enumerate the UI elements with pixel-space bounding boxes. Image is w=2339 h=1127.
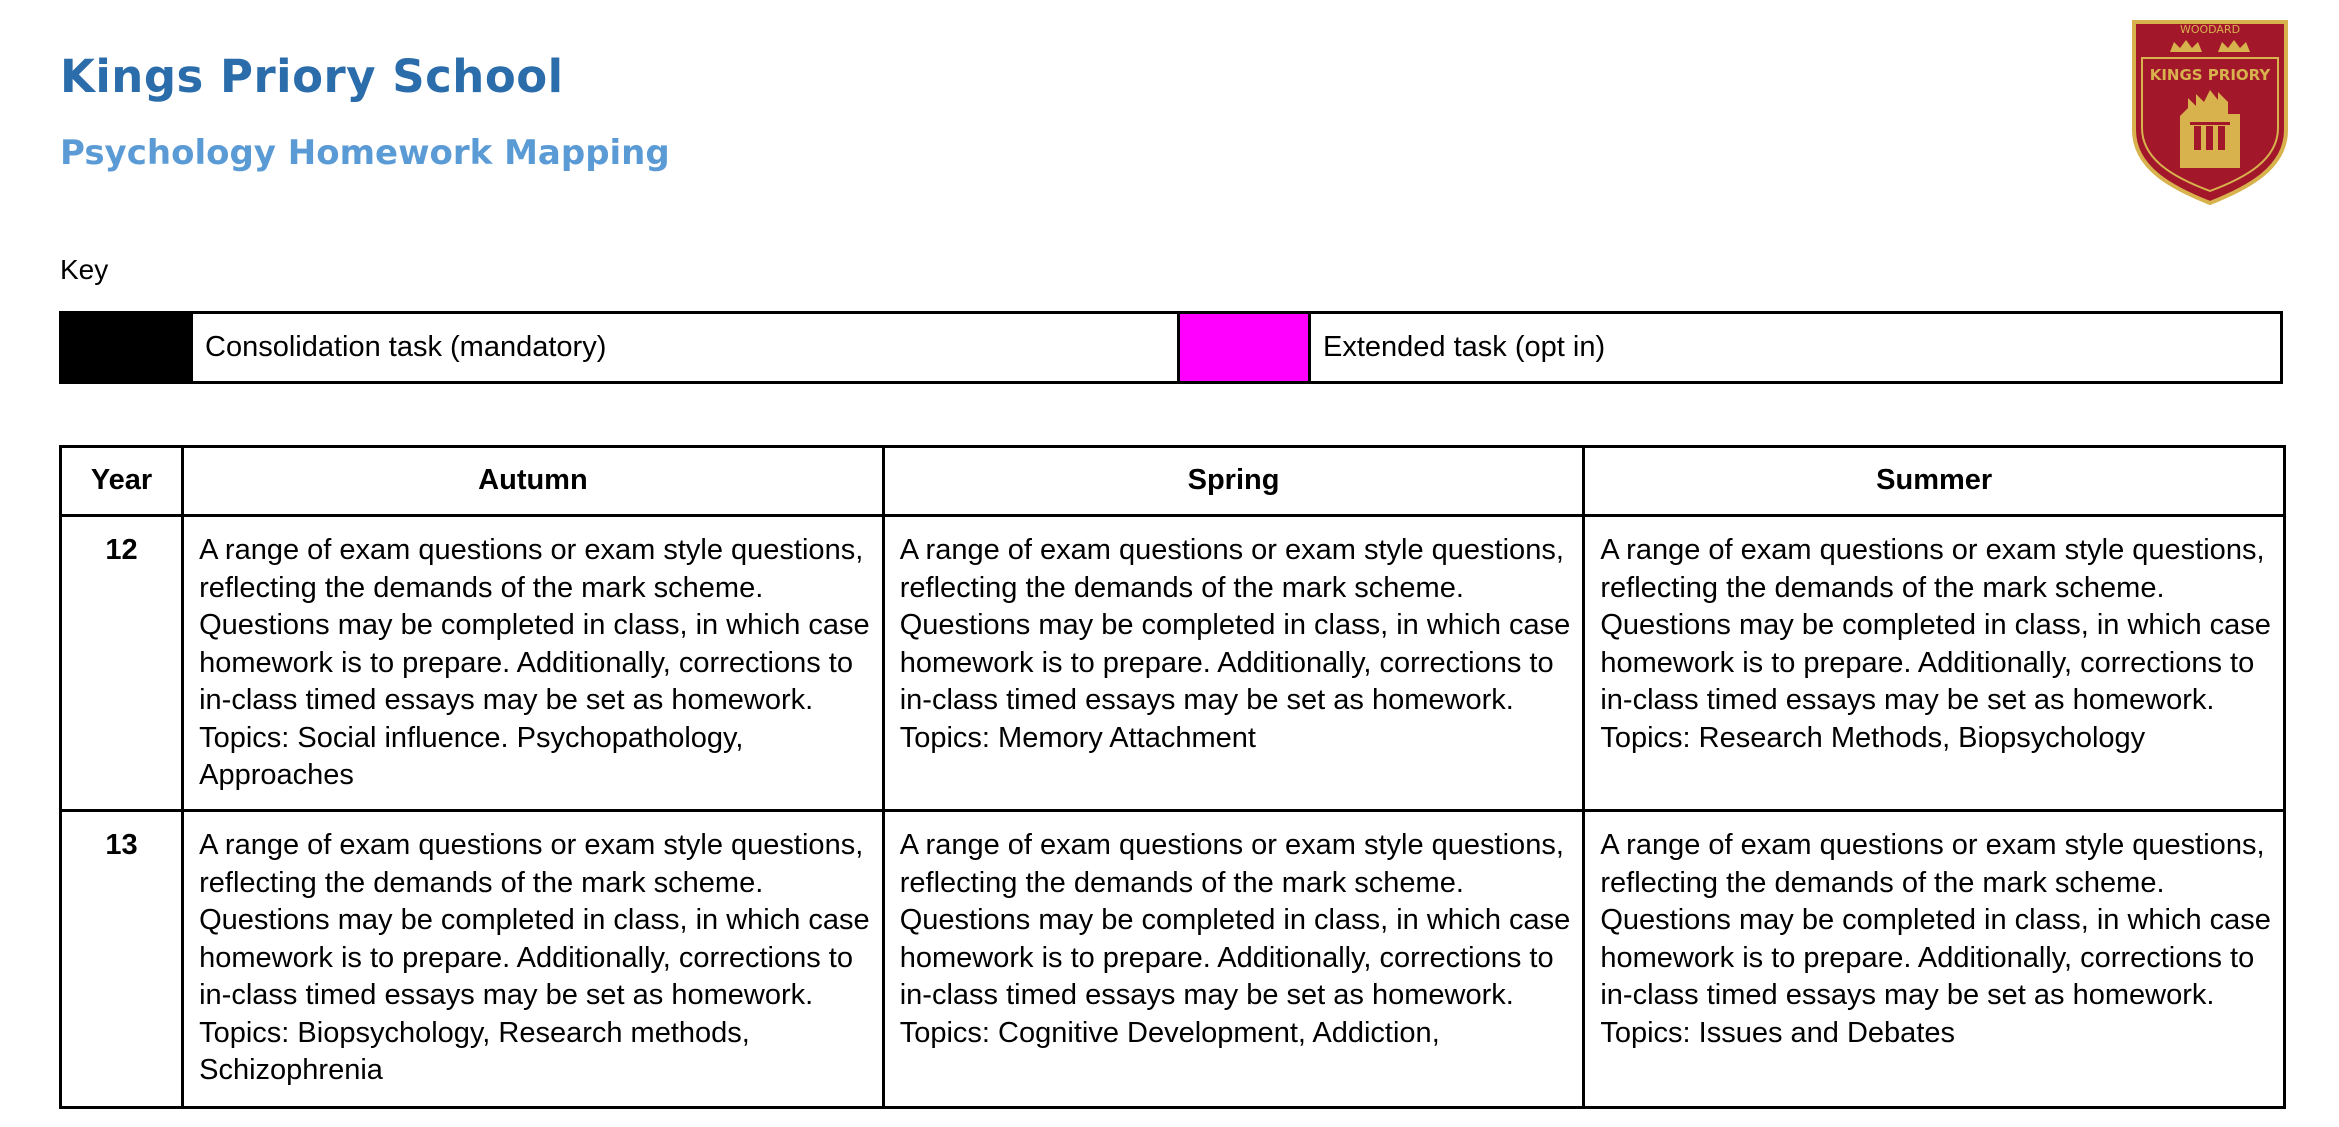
- cell-description: A range of exam questions or exam style questions, reflecting the demands of the mark scheme. Questions may be completed in class, in which case homework is to prepare. Additionally, corrections to in-class timed essays may be set as homework.: [199, 829, 870, 1011]
- spring-cell: [883, 516, 1584, 811]
- document-subtitle: Psychology Homework Mapping: [60, 133, 670, 173]
- year-cell: 13: [61, 811, 183, 1108]
- header-year: Year: [61, 447, 183, 516]
- consolidation-task-label: Consolidation task (mandatory): [192, 313, 1179, 383]
- summer-cell: [1584, 516, 2285, 811]
- header-autumn: Autumn: [183, 447, 884, 516]
- svg-text:WOODARD: WOODARD: [2179, 23, 2241, 36]
- spring-cell: [883, 811, 1584, 1108]
- cell-topics: Topics: Memory Attachment: [899, 721, 1256, 754]
- svg-text:KINGS PRIORY: KINGS PRIORY: [2149, 66, 2271, 84]
- homework-mapping-table: [59, 445, 2286, 1109]
- extended-task-label: Extended task (opt in): [1310, 313, 2282, 383]
- header-row: [61, 447, 2285, 516]
- table-row: [61, 516, 2285, 811]
- cell-topics: Topics: Research Methods, Biopsychology: [1600, 721, 2146, 754]
- header-spring: Spring: [883, 447, 1584, 516]
- consolidation-color-swatch: [61, 313, 192, 383]
- autumn-cell: [183, 516, 884, 811]
- summer-cell: [1584, 811, 2285, 1108]
- extended-color-swatch: [1179, 313, 1310, 383]
- school-name: Kings Priory School: [60, 50, 564, 103]
- school-crest-logo: [2130, 18, 2290, 206]
- key-label: Key: [60, 254, 109, 285]
- key-legend-table: [59, 311, 2283, 384]
- header-summer: Summer: [1584, 447, 2285, 516]
- table-row: [61, 811, 2285, 1108]
- year-cell: 12: [61, 516, 183, 811]
- autumn-cell: [183, 811, 884, 1108]
- cell-topics: Topics: Issues and Debates: [1600, 1016, 1956, 1049]
- cell-description: A range of exam questions or exam style questions, reflecting the demands of the mark scheme. Questions may be completed in class, in which case homework is to prepare. Additionally, corrections to in-class timed essays may be set as homework.: [1600, 534, 2271, 716]
- cell-description: A range of exam questions or exam style questions, reflecting the demands of the mark scheme. Questions may be completed in class, in which case homework is to prepare. Additionally, corrections to in-class timed essays may be set as homework.: [899, 534, 1571, 716]
- cell-topics: Topics: Social influence. Psychopathology, Approaches: [199, 721, 744, 791]
- cell-description: A range of exam questions or exam style questions, reflecting the demands of the mark scheme. Questions may be completed in class, in which case homework is to prepare. Additionally, corrections to in-class timed essays may be set as homework.: [899, 829, 1571, 1011]
- cell-description: A range of exam questions or exam style questions, reflecting the demands of the mark scheme. Questions may be completed in class, in which case homework is to prepare. Additionally, corrections to in-class timed essays may be set as homework.: [1600, 829, 2271, 1011]
- cell-topics: Topics: Cognitive Development, Addiction,: [899, 1016, 1440, 1049]
- cell-description: A range of exam questions or exam style questions, reflecting the demands of the mark scheme. Questions may be completed in class, in which case homework is to prepare. Additionally, corrections to in-class timed essays may be set as homework.: [199, 534, 870, 716]
- cell-topics: Topics: Biopsychology, Research methods, Schizophrenia: [199, 1016, 750, 1086]
